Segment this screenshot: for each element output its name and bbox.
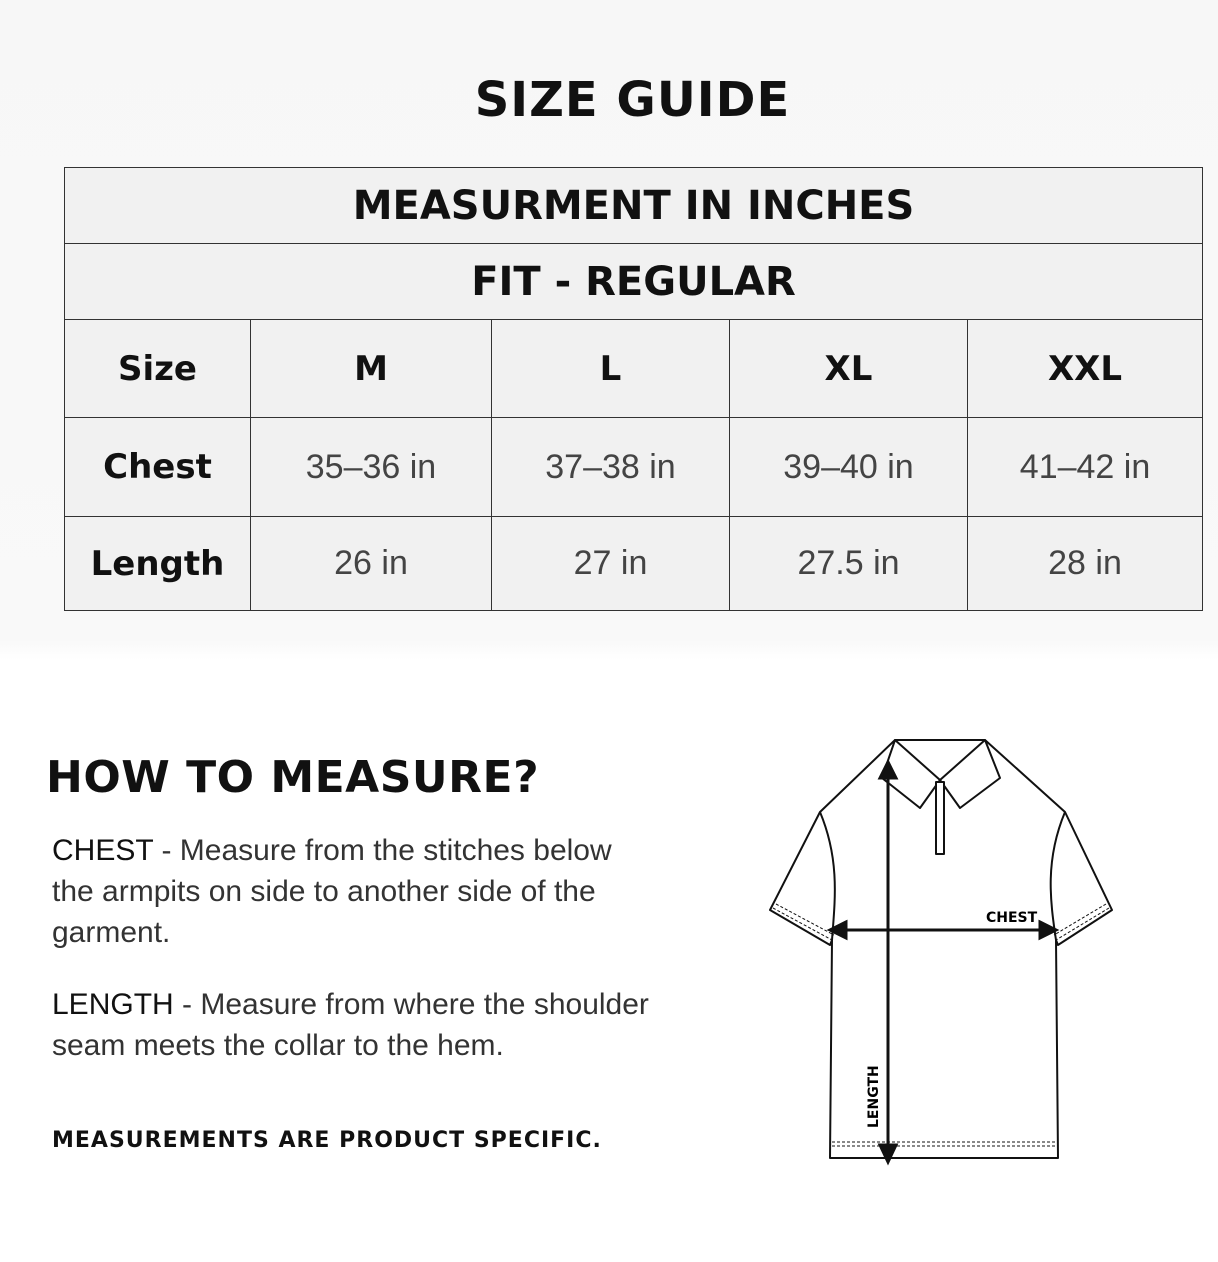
how-to-measure-title: HOW TO MEASURE? bbox=[46, 752, 540, 803]
chest-label: CHEST bbox=[986, 910, 1038, 926]
length-description: - Measure from where the shoulder seam meets the collar to the hem. bbox=[52, 988, 649, 1062]
column-header: XL bbox=[730, 320, 968, 418]
polo-shirt-icon bbox=[760, 730, 1130, 1170]
table-header-measurement: MEASURMENT IN INCHES bbox=[65, 168, 1203, 244]
table-cell: 27.5 in bbox=[730, 517, 968, 611]
chest-description: - Measure from the stitches below the armpits on side to another side of the garment. bbox=[52, 834, 612, 949]
table-header-fit: FIT - REGULAR bbox=[65, 244, 1203, 320]
size-chart-table bbox=[64, 167, 1203, 611]
column-header: L bbox=[492, 320, 730, 418]
table-column-headers bbox=[65, 320, 1203, 418]
product-specific-note: MEASUREMENTS ARE PRODUCT SPECIFIC. bbox=[52, 1128, 602, 1153]
table-row bbox=[65, 517, 1203, 611]
length-term: LENGTH bbox=[52, 988, 174, 1021]
row-label: Chest bbox=[65, 418, 251, 517]
table-header-row bbox=[65, 244, 1203, 320]
column-header: XXL bbox=[968, 320, 1203, 418]
length-label: LENGTH bbox=[866, 1065, 882, 1128]
table-cell: 37–38 in bbox=[492, 418, 730, 517]
table-cell: 35–36 in bbox=[251, 418, 492, 517]
chest-term: CHEST bbox=[52, 834, 154, 867]
table-cell: 27 in bbox=[492, 517, 730, 611]
table-cell: 39–40 in bbox=[730, 418, 968, 517]
table-cell: 41–42 in bbox=[968, 418, 1203, 517]
table-cell: 26 in bbox=[251, 517, 492, 611]
length-instruction bbox=[52, 984, 652, 1066]
row-label: Length bbox=[65, 517, 251, 611]
column-header: Size bbox=[65, 320, 251, 418]
column-header: M bbox=[251, 320, 492, 418]
table-row bbox=[65, 418, 1203, 517]
chest-instruction bbox=[52, 830, 652, 953]
table-header-row bbox=[65, 168, 1203, 244]
table-cell: 28 in bbox=[968, 517, 1203, 611]
page-title: SIZE GUIDE bbox=[474, 72, 791, 128]
